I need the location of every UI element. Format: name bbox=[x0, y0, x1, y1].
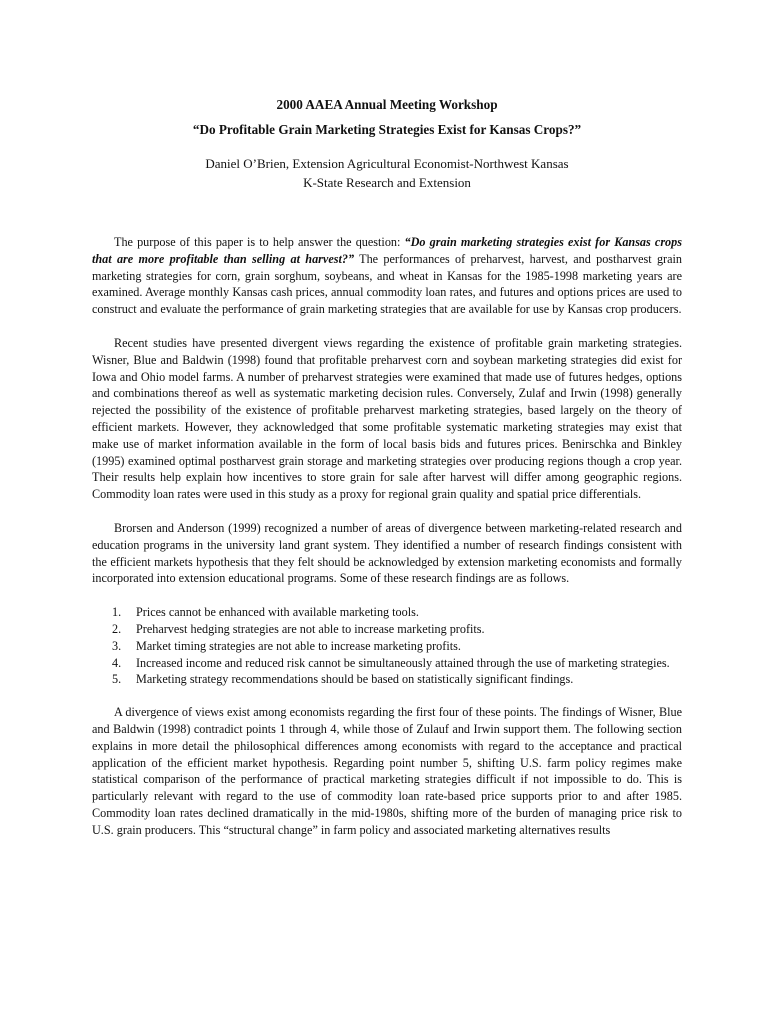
list-item-text: Preharvest hedging strategies are not able to increase marketing profits. bbox=[136, 621, 485, 636]
list-item bbox=[112, 671, 682, 688]
list-item-number: 3. bbox=[112, 638, 122, 653]
list-item-number: 5. bbox=[112, 672, 122, 687]
list-item bbox=[112, 621, 682, 638]
findings-list bbox=[92, 604, 682, 688]
paragraph-recent-studies: Recent studies have presented divergent views regarding the existence of profitable grain marketing strategies. Wisner, Blue and Baldwin (1998) found that profitable preharvest corn and soybean marketing strategies did exist for Iowa and Ohio model farms. A number of preharvest strategies were examined that made use of futures hedges, options and combinations thereof as well as systematic marketing decision rules. Conversely, Zulaf and Irwin (1998) generally rejected the possibility of the existence of profitable preharvest marketing strategies, based largely on the theory of efficient markets. However, they acknowledged that some profitable systematic marketing strategies may exist that make use of market information available in the form of local basis bids and futures prices. Benirschka and Binkley (1995) examined optimal postharvest grain storage and marketing strategies over producing regions though a crop year. Their results help explain how incentives to store grain for sale after harvest will differ among geographic regions. Commodity loan rates were used in this study as a proxy for regional grain quality and spatial price differentials. bbox=[92, 335, 682, 502]
list-item bbox=[112, 604, 682, 621]
list-item-number: 1. bbox=[112, 605, 122, 620]
paragraph-purpose-lead: The purpose of this paper is to help answer the question: bbox=[114, 235, 405, 249]
body-text bbox=[92, 234, 682, 839]
author-affiliation: K-State Research and Extension bbox=[303, 175, 471, 190]
list-item-text: Increased income and reduced risk cannot be simultaneously attained through the use of marketing strategies. bbox=[136, 655, 670, 670]
list-item-text: Market timing strategies are not able to increase marketing profits. bbox=[136, 638, 461, 653]
workshop-title: 2000 AAEA Annual Meeting Workshop bbox=[276, 97, 498, 112]
list-item-text: Marketing strategy recommendations should be based on statistically significant findings. bbox=[136, 672, 574, 687]
paper-title: “Do Profitable Grain Marketing Strategies Exist for Kansas Crops?” bbox=[192, 122, 582, 137]
list-item bbox=[112, 655, 682, 672]
paragraph-purpose bbox=[92, 234, 682, 318]
title-block bbox=[92, 92, 682, 142]
list-item-number: 4. bbox=[112, 655, 122, 670]
research-question: “Do grain marketing strategies exist for Kansas crops that are more profitable than selling at harvest?” bbox=[92, 235, 682, 266]
list-item-text: Prices cannot be enhanced with available marketing tools. bbox=[136, 605, 419, 620]
document-page bbox=[92, 92, 682, 839]
list-item bbox=[112, 638, 682, 655]
paragraph-divergence: A divergence of views exist among economists regarding the first four of these points. The findings of Wisner, Blue and Baldwin (1998) contradict points 1 through 4, while those of Zulauf and Irwin support them. The following section explains in more detail the philosophical differences among economists with regard to the acceptance and practical application of the efficient market hypothesis. Regarding point number 5, shifting U.S. farm policy regimes make statistical comparison of the performance of practical marketing strategies difficult if not impossible to do. This is particularly relevant with regard to the use of commodity loan rate-based price supports prior to and after 1985. Commodity loan rates declined dramatically in the mid-1980s, shifting more of the burden of managing price risk to U.S. grain producers. This “structural change” in farm policy and associated marketing alternatives results bbox=[92, 705, 682, 837]
author-name: Daniel O’Brien, Extension Agricultural Economist-Northwest Kansas bbox=[205, 156, 569, 171]
paragraph-purpose-rest: The performances of preharvest, harvest, and postharvest grain marketing strategies for corn, grain sorghum, soybeans, and wheat in Kansas for the 1985-1998 marketing years are examined. Average monthly Kansas cash prices, annual commodity loan rates, and futures and options prices are used to construct and evaluate the performance of grain marketing strategies that are available for use by Kansas crop producers. bbox=[92, 251, 682, 317]
list-item-number: 2. bbox=[112, 621, 122, 636]
author-block bbox=[92, 154, 682, 192]
paragraph-brorsen-anderson: Brorsen and Anderson (1999) recognized a number of areas of divergence between marketing-related research and education programs in the university land grant system. They identified a number of research findings consistent with the efficient markets hypothesis that they felt should be acknowledged by extension marketing economists and formally incorporated into extension educational programs. Some of these research findings are as follows. bbox=[92, 520, 682, 586]
